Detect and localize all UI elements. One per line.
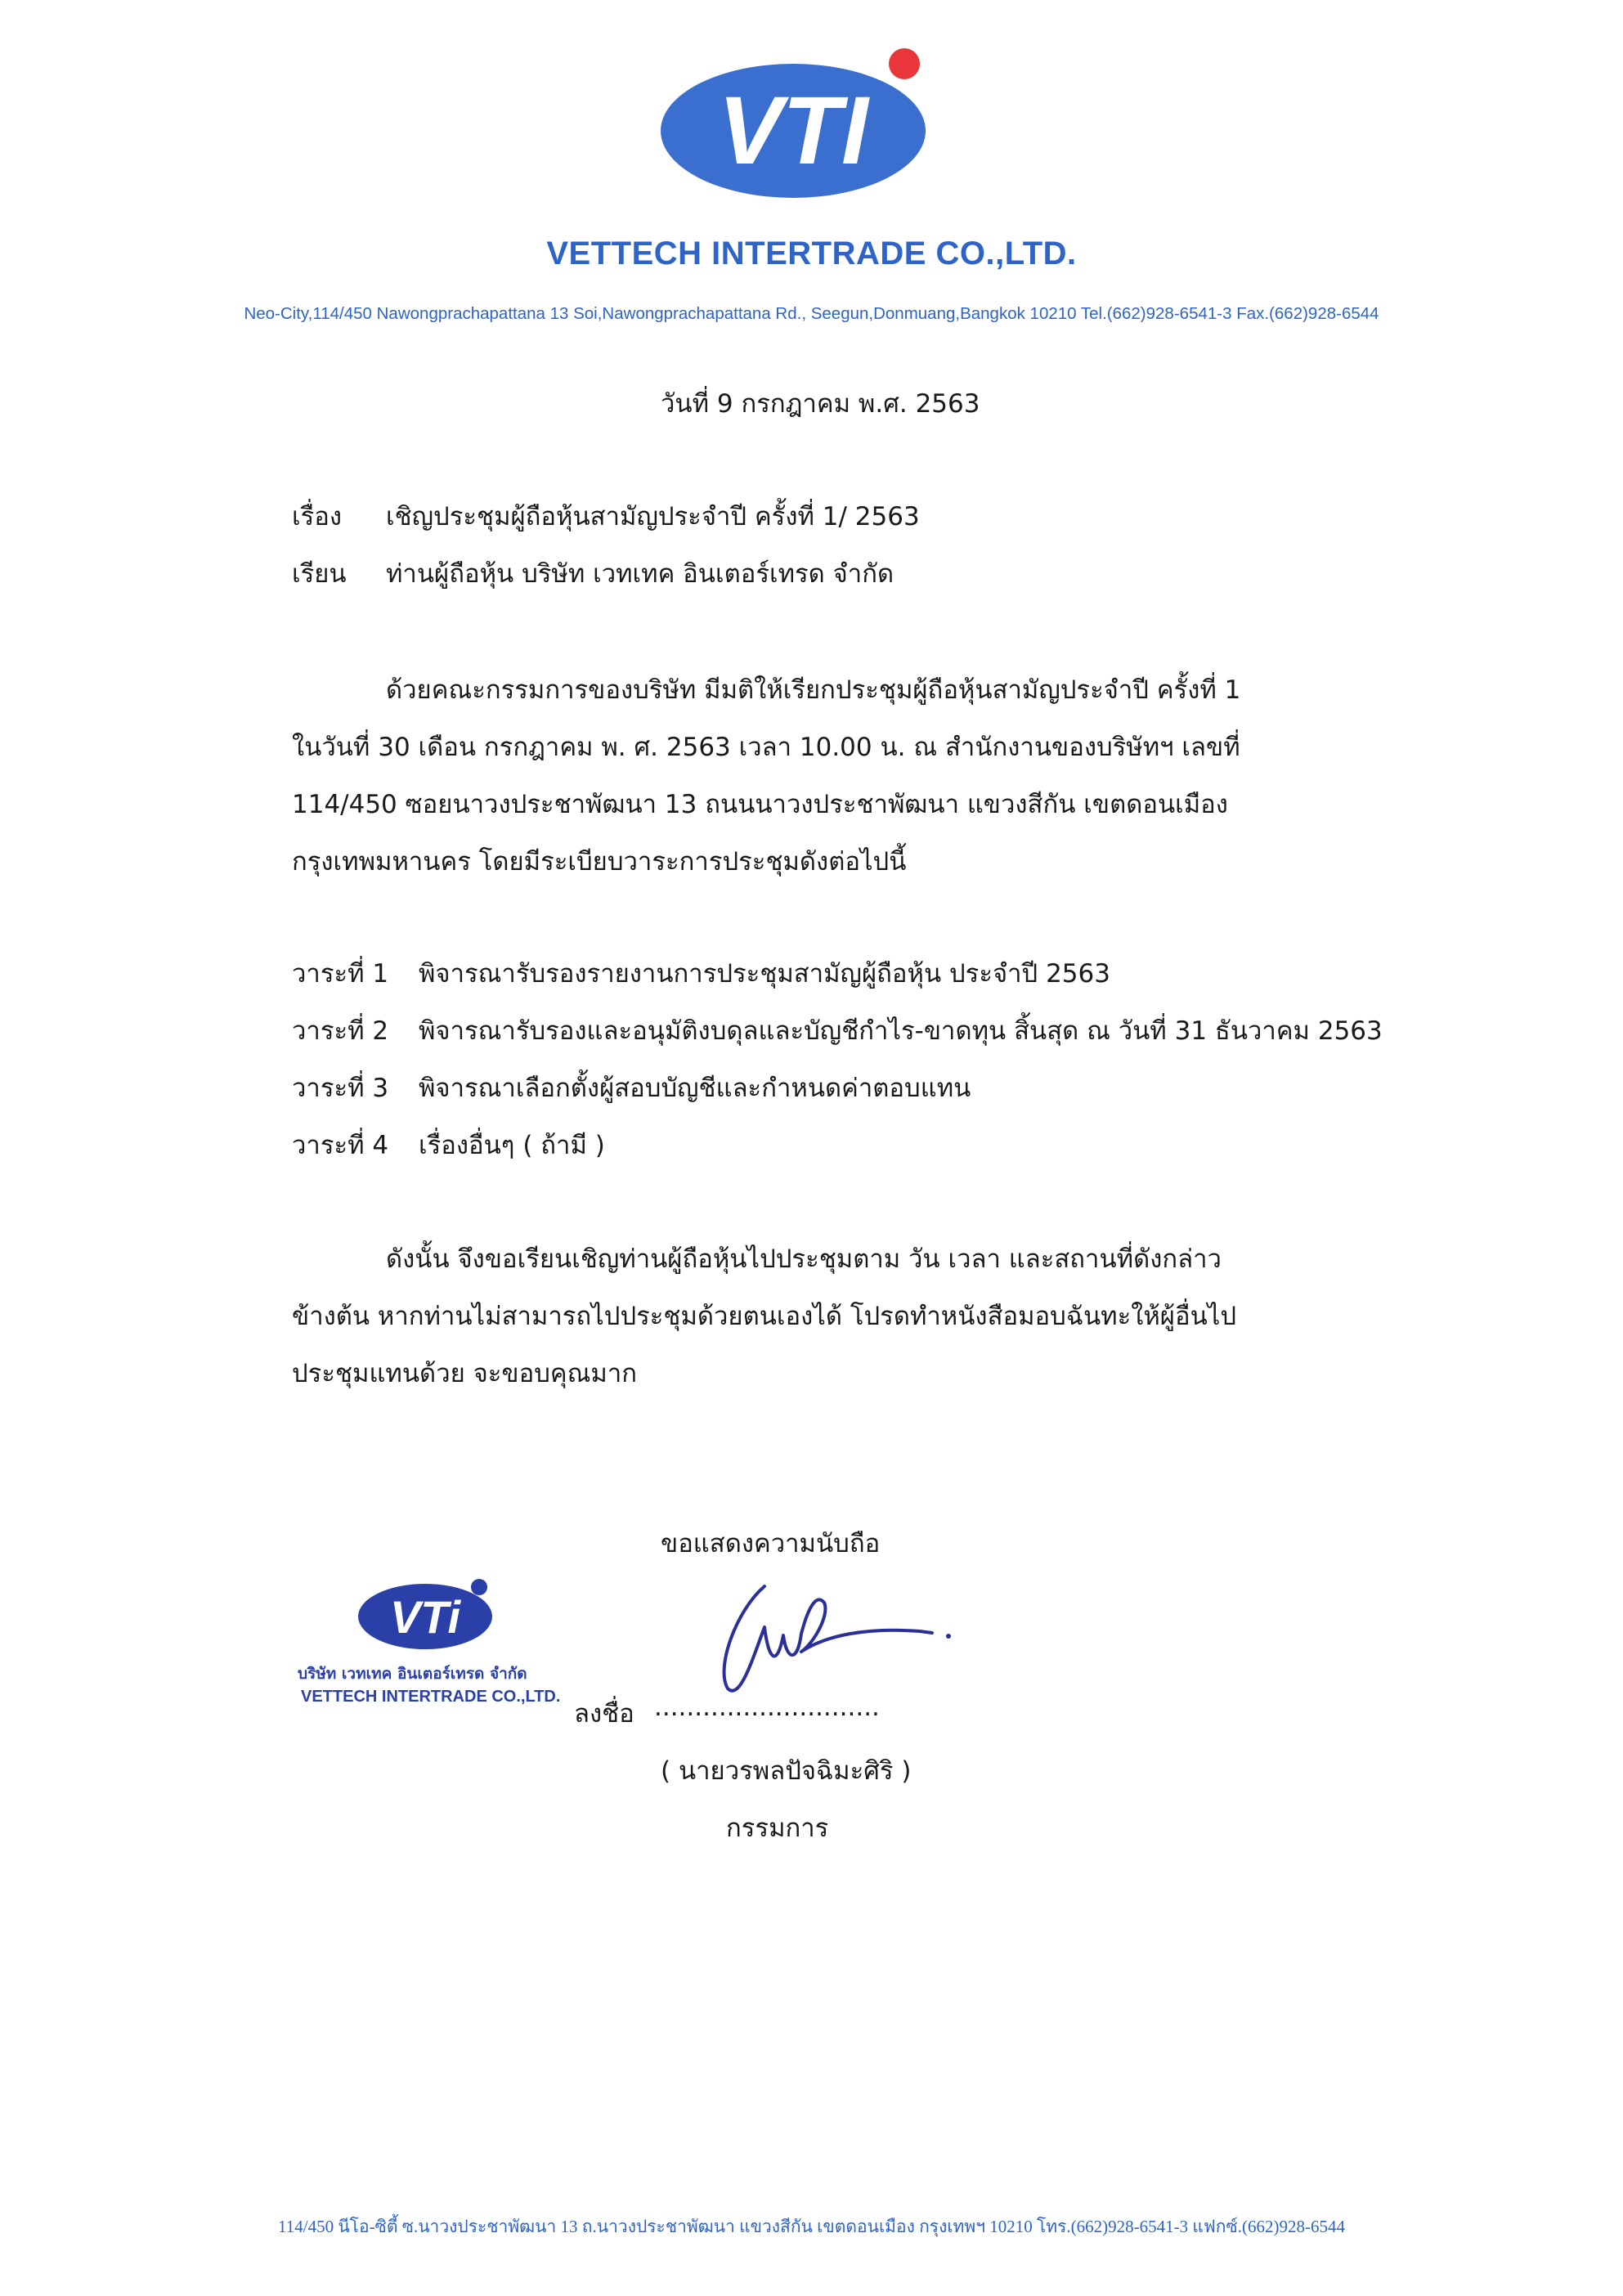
subject-text: เชิญประชุมผู้ถือหุ้นสามัญประจำปี ครั้งที่ 1/ 2563 xyxy=(386,502,920,531)
logo-text: VTI xyxy=(718,77,868,185)
paragraph-line: ในวันที่ 30 เดือน กรกฎาคม พ. ศ. 2563 เวลา 10.00 น. ณ สำนักงานของบริษัทฯ เลขที่ xyxy=(292,733,1240,762)
sign-dotted-line: ............................ xyxy=(654,1693,880,1722)
stamp-logo-text: VTi xyxy=(389,1591,461,1643)
handwritten-signature xyxy=(687,1537,998,1701)
agenda-number: วาระที่ 3 xyxy=(292,1074,389,1103)
stamp-thai-text: บริษัท เวทเทค อินเตอร์เทรด จำกัด xyxy=(298,1665,527,1683)
paragraph-line: ประชุมแทนด้วย จะขอบคุณมาก xyxy=(292,1359,638,1388)
stamp-english-text: VETTECH INTERTRADE CO.,LTD. xyxy=(301,1688,561,1706)
paragraph-line: กรุงเทพมหานคร โดยมีระเบียบวาระการประชุมดังต่อไปนี้ xyxy=(292,847,907,877)
agenda-item: พิจารณาเลือกตั้งผู้สอบบัญชีและกำหนดค่าตอบแทน xyxy=(419,1074,971,1103)
paragraph-line: ดังนั้น จึงขอเรียนเชิญท่านผู้ถือหุ้นไปประชุมตาม วัน เวลา และสถานที่ดังกล่าว xyxy=(386,1244,1222,1274)
agenda-item: พิจารณารับรองรายงานการประชุมสามัญผู้ถือหุ้น ประจำปี 2563 xyxy=(419,959,1110,989)
agenda-number: วาระที่ 4 xyxy=(292,1131,389,1160)
agenda-item: เรื่องอื่นๆ ( ถ้ามี ) xyxy=(419,1131,605,1160)
paragraph-line: ข้างต้น หากท่านไม่สามารถไปประชุมด้วยตนเองได้ โปรดทำหนังสือมอบฉันทะให้ผู้อื่นไป xyxy=(292,1302,1237,1331)
company-logo xyxy=(654,41,948,204)
agenda-number: วาระที่ 2 xyxy=(292,1016,389,1046)
letter-date: วันที่ 9 กรกฎาคม พ.ศ. 2563 xyxy=(661,389,980,419)
agenda-number: วาระที่ 1 xyxy=(292,959,389,989)
footer-address: 114/450 นีโอ-ซิตี้ ซ.นาวงประชาพัฒนา 13 ถ.นาวงประชาพัฒนา แขวงสีกัน เขตดอนเมือง กรุงเทพฯ 10210 โทร.(662)928-6541-3 แฟกซ์.(662)928-6544 xyxy=(278,2217,1345,2236)
signer-title: กรรมการ xyxy=(726,1814,829,1843)
subject-label: เรื่อง xyxy=(292,502,343,531)
closing-regards: ขอแสดงความนับถือ xyxy=(661,1529,881,1558)
agenda-item: พิจารณารับรองและอนุมัติงบดุลและบัญชีกำไร-ขาดทุน สิ้นสุด ณ วันที่ 31 ธันวาคม 2563 xyxy=(419,1016,1383,1046)
company-name: VETTECH INTERTRADE CO.,LTD. xyxy=(546,235,1077,271)
paragraph-line: ด้วยคณะกรรมการของบริษัท มีมติให้เรียกประชุมผู้ถือหุ้นสามัญประจำปี ครั้งที่ 1 xyxy=(386,675,1241,705)
company-address: Neo-City,114/450 Nawongprachapattana 13 Soi,Nawongprachapattana Rd., Seegun,Donmuang,Bangkok 10210 Tel.(662)928-6541-3 Fax.(662)928-6544 xyxy=(244,304,1379,323)
recipient-label: เรียน xyxy=(292,559,347,589)
recipient-text: ท่านผู้ถือหุ้น บริษัท เวทเทค อินเตอร์เทรด จำกัด xyxy=(386,559,894,589)
sign-label: ลงชื่อ xyxy=(574,1699,634,1729)
signer-name: ( นายวรพลปัจฉิมะศิริ ) xyxy=(661,1756,912,1786)
paragraph-line: 114/450 ซอยนาวงประชาพัฒนา 13 ถนนนาวงประชาพัฒนา แขวงสีกัน เขตดอนเมือง xyxy=(292,790,1228,819)
company-stamp xyxy=(294,1574,564,1721)
